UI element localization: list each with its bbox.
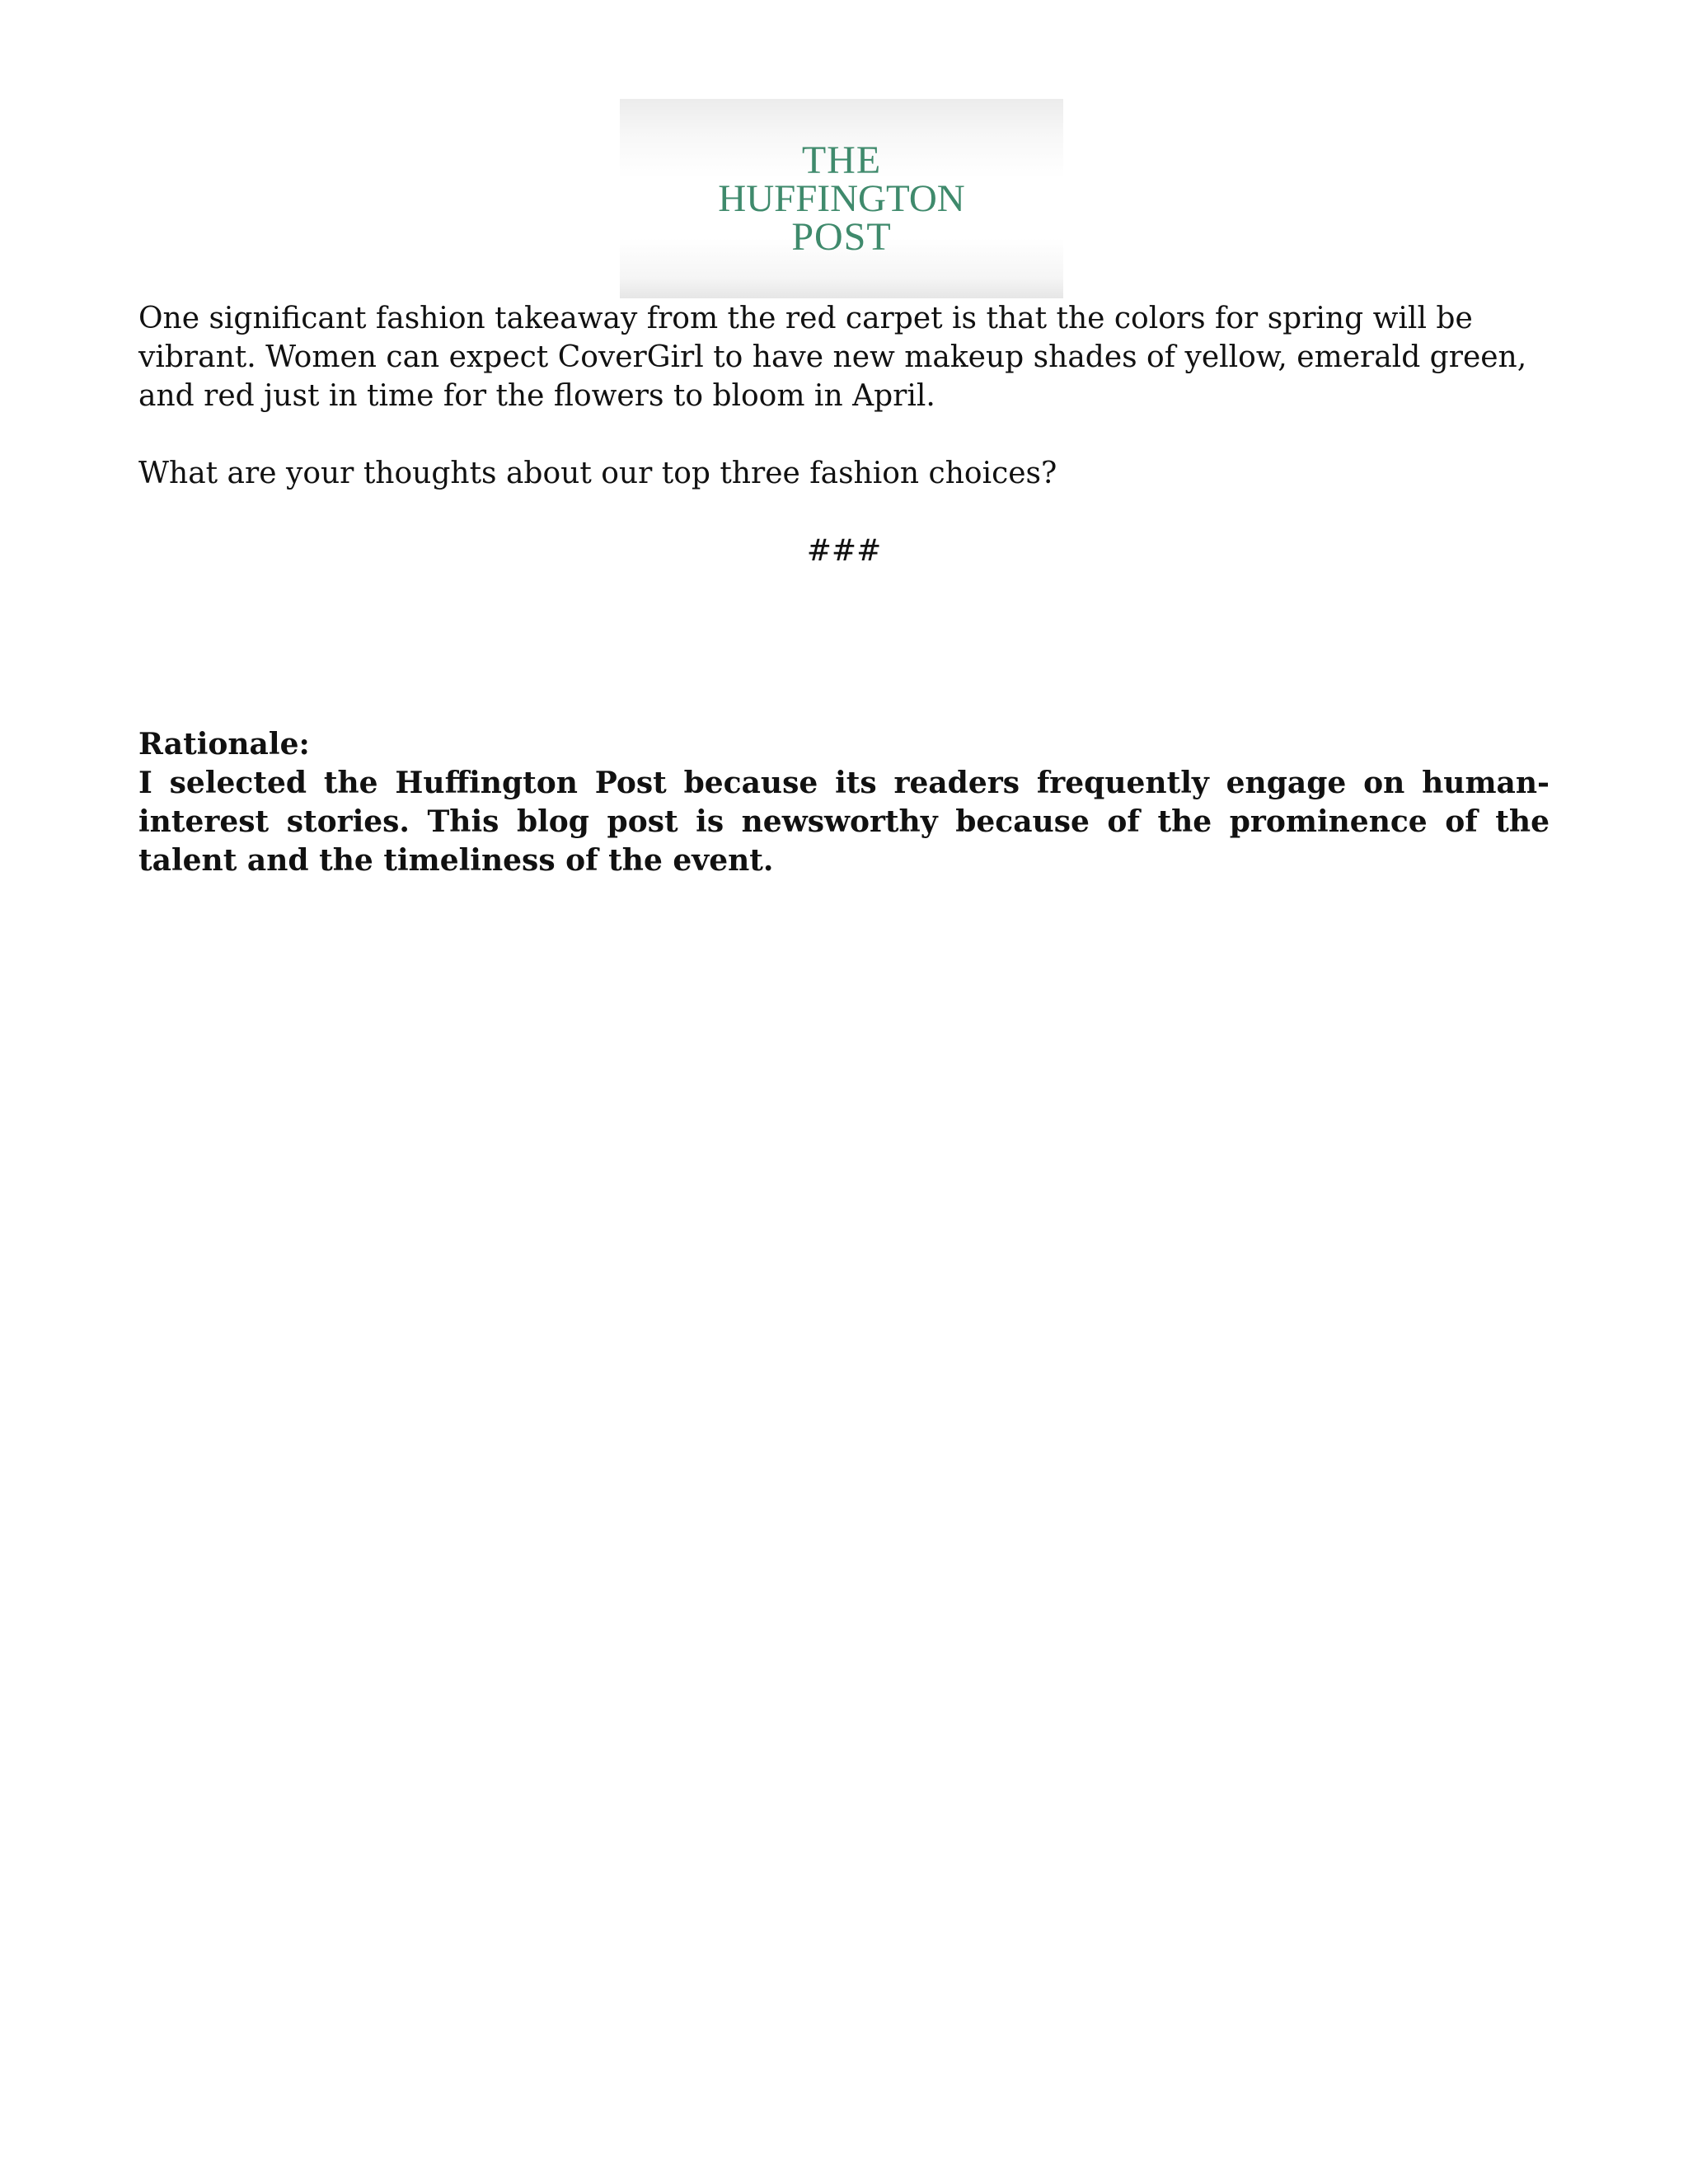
logo-line-post: POST: [791, 215, 892, 260]
paragraph-question: What are your thoughts about our top three fashion choices?: [138, 457, 1057, 490]
paragraph-spacer: [138, 415, 1550, 454]
rationale-text: I selected the Huffington Post because its readers frequently engage on human-interest stories. This blog post is newsworthy because of the prominence of the talent and the timeliness of the event.: [138, 766, 1550, 878]
article-body: [138, 299, 1550, 570]
end-mark: ###: [806, 534, 882, 568]
logo-line-huffington: HUFFINGTON: [718, 176, 965, 220]
logo-line-the: THE: [801, 138, 882, 182]
huffington-post-logo: [620, 99, 1063, 298]
paragraph-takeaway: One significant fashion takeaway from the red carpet is that the colors for spring will be vibrant. Women can expect CoverGirl to have new makeup shades of yellow, emerald green, and red just in time for the flowers to bloom in April.: [138, 302, 1527, 413]
rationale-heading: Rationale:: [138, 727, 310, 762]
paragraph-spacer: [138, 493, 1550, 532]
